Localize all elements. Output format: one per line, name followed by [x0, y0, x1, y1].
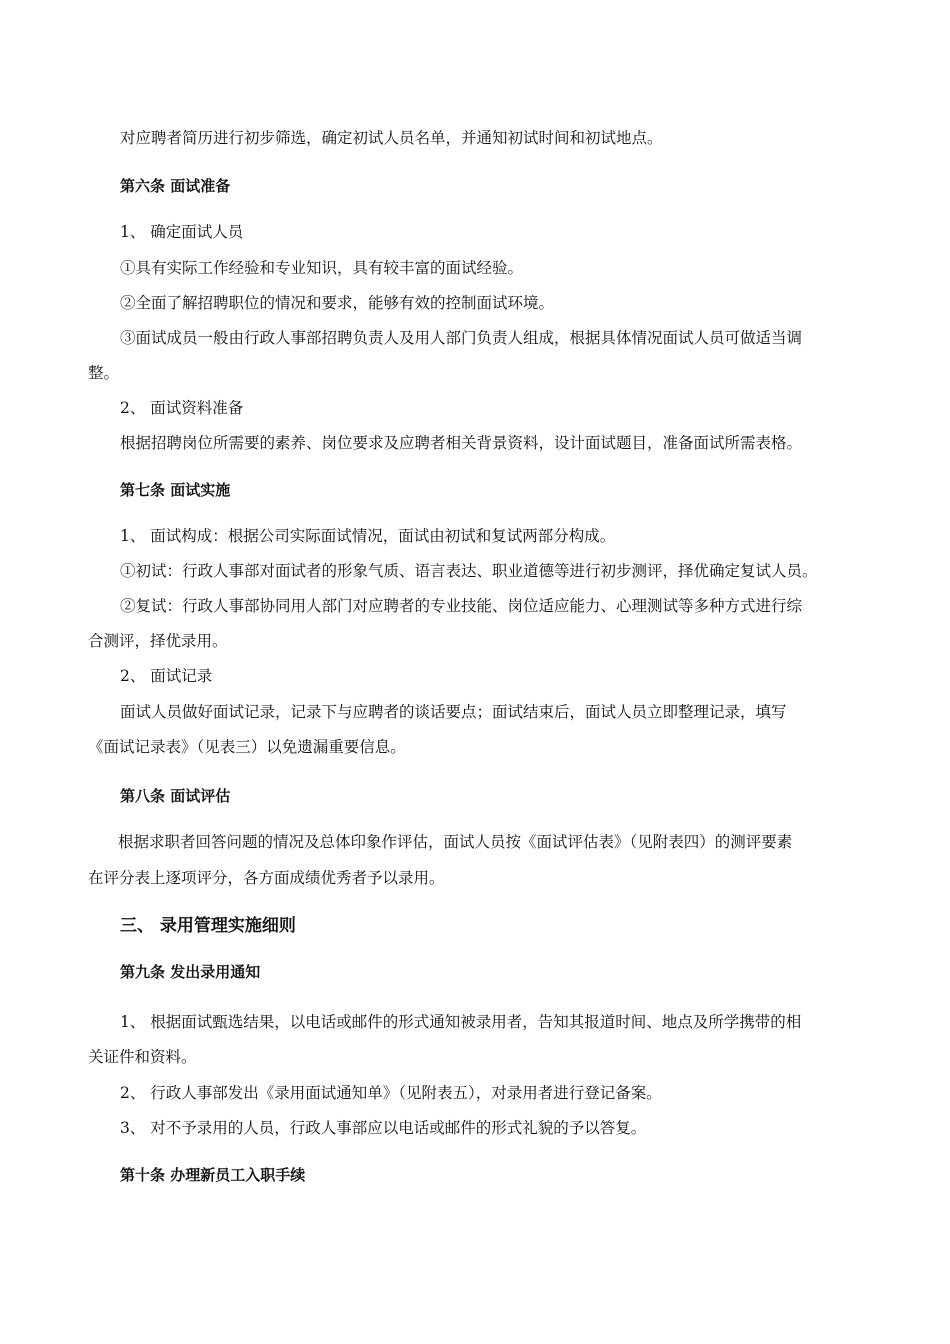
list-item-second-interview-cont: 合测评，择优录用。	[88, 632, 228, 650]
list-item-circle-3-cont: 整。	[88, 364, 120, 382]
item-1-notification: 1、 根据面试甄选结果，以电话或邮件的形式通知被录用者，告知其报道时间、地点及所学携带的相	[120, 1013, 802, 1031]
item-1-interviewers: 1、 确定面试人员	[120, 223, 244, 241]
paragraph-record: 面试人员做好面试记录，记录下与应聘者的谈话要点；面试结束后，面试人员立即整理记录，填写	[120, 703, 787, 721]
item-2-materials: 2、 面试资料准备	[120, 399, 244, 417]
list-item-circle-1: ①具有实际工作经验和专业知识，具有较丰富的面试经验。	[120, 259, 524, 277]
heading-article-10: 第十条 办理新员工入职手续	[120, 1166, 306, 1184]
paragraph-record-cont: 《面试记录表》（见表三）以免遗漏重要信息。	[88, 738, 406, 756]
heading-article-9: 第九条 发出录用通知	[120, 963, 261, 981]
paragraph-materials: 根据招聘岗位所需要的素养、岗位要求及应聘者相关背景资料，设计面试题目，准备面试所需表格。	[120, 434, 803, 452]
item-1-notification-cont: 关证件和资料。	[88, 1048, 197, 1066]
paragraph-evaluation-cont: 在评分表上逐项评分，各方面成绩优秀者予以录用。	[88, 869, 445, 887]
item-2-record: 2、 面试记录	[120, 667, 213, 685]
paragraph-screening: 对应聘者简历进行初步筛选，确定初试人员名单，并通知初试时间和初试地点。	[120, 129, 663, 147]
section-heading-3: 三、 录用管理实施细则	[120, 916, 296, 936]
list-item-circle-3: ③面试成员一般由行政人事部招聘负责人及用人部门负责人组成，根据具体情况面试人员可做适当调	[120, 329, 803, 347]
list-item-first-interview: ①初试：行政人事部对面试者的形象气质、语言表达、职业道德等进行初步测评，择优确定复试人员。	[120, 562, 818, 580]
heading-article-7: 第七条 面试实施	[120, 481, 231, 499]
list-item-circle-2: ②全面了解招聘职位的情况和要求，能够有效的控制面试环境。	[120, 294, 555, 312]
heading-article-6: 第六条 面试准备	[120, 177, 231, 195]
heading-article-8: 第八条 面试评估	[120, 787, 231, 805]
item-2-registration: 2、 行政人事部发出《录用面试通知单》（见附表五），对录用者进行登记备案。	[120, 1084, 662, 1102]
list-item-second-interview: ②复试：行政人事部协同用人部门对应聘者的专业技能、岗位适应能力、心理测试等多种方式进行综	[120, 597, 803, 615]
paragraph-evaluation: 根据求职者回答问题的情况及总体印象作评估，面试人员按《面试评估表》（见附表四）的测评要素	[118, 833, 793, 851]
item-1-composition: 1、 面试构成：根据公司实际面试情况，面试由初试和复试两部分构成。	[120, 527, 616, 545]
item-3-rejection-reply: 3、 对不予录用的人员，行政人事部应以电话或邮件的形式礼貌的予以答复。	[120, 1119, 647, 1137]
